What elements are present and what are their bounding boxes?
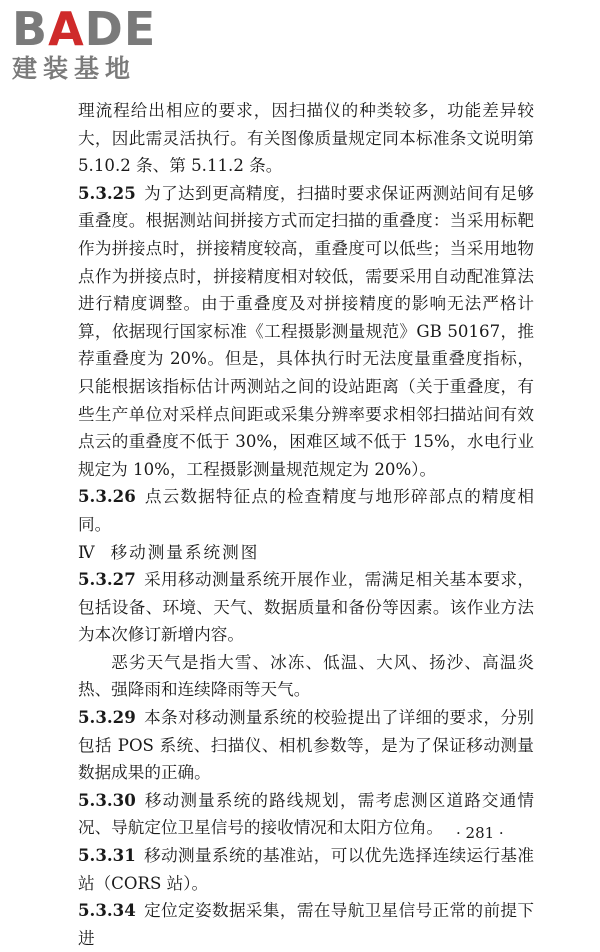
logo-subtitle: 建装基地	[12, 54, 137, 83]
section-roman-numeral: Ⅳ	[78, 542, 97, 562]
clause-5-3-29: 5.3.29 本条对移动测量系统的校验提出了详细的要求，分别包括 POS 系统、扫描仪、相机参数等，是为了保证移动测量数据成果的正确。	[78, 707, 534, 783]
clause-5-3-25: 5.3.25 为了达到更高精度，扫描时要求保证两测站间有足够重叠度。根据测站间拼接方式而定扫描的重叠度：当采用标靶作为拼接点时，拼接精度较高，重叠度可以低些；当采用地物点作为拼接点时，拼接精度相对较低，需要采用自动配准算法进行精度调整。由于重叠度及对拼接精度的影响无法严格计算，依据现行国家标准《工程摄影测量规范》GB 50167，推荐重叠度为 20%。但是，具体执行时无法度量重叠度指标，只能根据该指标估计两测站之间的设站距离（关于重叠度，有些生产单位对采样点间距或采集分辨率要求相邻扫描站间有效点云的重叠度不低于 30%，困难区域不低于 15%，水电行业规定为 10%，工程摄影测量规范规定为 20%）。	[78, 182, 534, 479]
clause-5-3-27: 5.3.27 采用移动测量系统开展作业，需满足相关基本要求，包括设备、环境、天气、数据质量和备份等因素。该作业方法为本次修订新增内容。	[78, 569, 534, 645]
section-heading	[78, 539, 534, 567]
clause-number: 5.3.30	[78, 789, 136, 810]
paragraph-continued: 理流程给出相应的要求，因扫描仪的种类较多，功能差异较大，因此需灵活执行。有关图像质量规定同本标准条文说明第 5.10.2 条、第 5.11.2 条。	[78, 101, 534, 176]
clause-5-3-26: 5.3.26 点云数据特征点的检查精度与地形碎部点的精度相同。	[78, 486, 534, 534]
clause-number: 5.3.25	[78, 182, 136, 203]
clause-number: 5.3.34	[78, 900, 136, 921]
clause-5-3-30: 5.3.30 移动测量系统的路线规划，需考虑测区道路交通情况、导航定位卫星信号的接收情况和太阳方位角。	[78, 789, 534, 838]
clause-number: 5.3.31	[78, 845, 136, 866]
clause-5-3-34: 5.3.34 定位定姿数据采集，需在导航卫星信号正常的前提下进	[78, 900, 534, 948]
page-number: · 281 ·	[456, 824, 504, 842]
section-title: 移动测量系统测图	[110, 542, 260, 562]
clause-number: 5.3.29	[78, 707, 136, 728]
logo-wordmark: BADE	[12, 2, 157, 56]
clause-number: 5.3.27	[78, 569, 136, 590]
clause-5-3-31: 5.3.31 移动测量系统的基准站，可以优先选择连续运行基准站（CORS 站）。	[78, 845, 534, 893]
paragraph-weather: 恶劣天气是指大雪、冰冻、低温、大风、扬沙、高温炎热、强降雨和连续降雨等天气。	[78, 652, 534, 700]
clause-number: 5.3.26	[78, 486, 136, 507]
bade-logo	[12, 2, 177, 86]
